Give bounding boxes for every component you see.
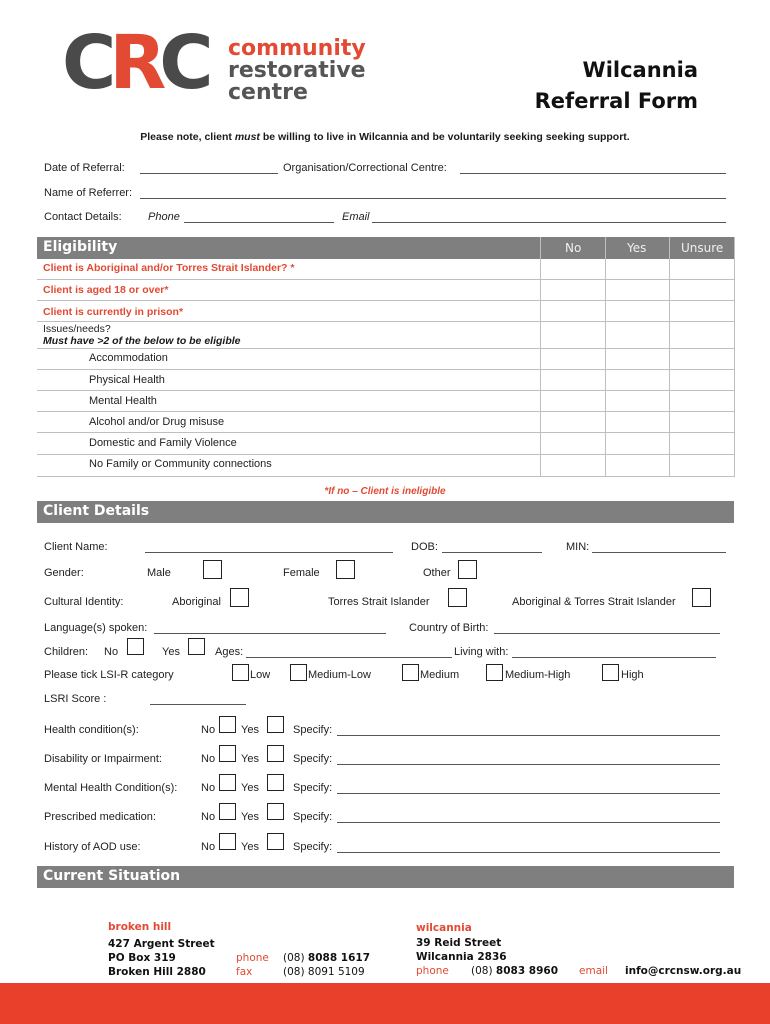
logo-word-community: community xyxy=(228,36,366,61)
aod-history-specify-field[interactable] xyxy=(337,852,720,853)
broken-hill-phone: (08) 8088 1617 xyxy=(283,952,371,964)
living-with-field[interactable] xyxy=(512,657,716,658)
eligibility-header xyxy=(37,237,734,259)
disability-yes-label: Yes xyxy=(241,753,259,765)
name-of-referrer-field[interactable] xyxy=(140,198,726,199)
health-condition-yes-checkbox[interactable] xyxy=(267,716,284,733)
lsir-low-checkbox[interactable] xyxy=(232,664,249,681)
medication-specify-label: Specify: xyxy=(293,811,333,823)
aod-history-yes-label: Yes xyxy=(241,841,259,853)
broken-hill-phone-label: phone xyxy=(236,952,269,964)
phone-field[interactable] xyxy=(184,222,334,223)
issue-mental-health: Mental Health xyxy=(89,395,157,407)
cultural-identity-label: Cultural Identity: xyxy=(44,596,124,608)
cultural-both-label: Aboriginal & Torres Strait Islander xyxy=(512,596,676,608)
table-row[interactable] xyxy=(37,391,734,412)
aod-history-yes-checkbox[interactable] xyxy=(267,833,284,850)
contact-details-label: Contact Details: xyxy=(44,211,122,223)
cultural-aboriginal-checkbox[interactable] xyxy=(230,588,249,607)
form-title: Referral Form xyxy=(534,89,698,113)
disability-specify-label: Specify: xyxy=(293,753,333,765)
date-of-referral-label: Date of Referral: xyxy=(44,162,125,174)
broken-hill-fax-label: fax xyxy=(236,966,253,978)
medication-yes-checkbox[interactable] xyxy=(267,803,284,820)
country-of-birth-label: Country of Birth: xyxy=(409,622,489,634)
children-no-checkbox[interactable] xyxy=(127,638,144,655)
issue-physical-health: Physical Health xyxy=(89,374,165,386)
gender-label: Gender: xyxy=(44,567,84,579)
health-condition-no-label: No xyxy=(201,724,216,736)
wilcannia-street: 39 Reid Street xyxy=(416,937,502,949)
mental-health-specify-field[interactable] xyxy=(337,793,720,794)
language-field[interactable] xyxy=(154,633,386,634)
lsir-high-label: High xyxy=(621,669,644,681)
mental-health-no-label: No xyxy=(201,782,216,794)
lsir-category-label: Please tick LSI-R category xyxy=(44,669,174,681)
cultural-tsi-label: Torres Strait Islander xyxy=(328,596,430,608)
date-of-referral-field[interactable] xyxy=(140,173,278,174)
mental-health-specify-label: Specify: xyxy=(293,782,333,794)
broken-hill-po-box: PO Box 319 xyxy=(108,952,176,964)
table-row[interactable] xyxy=(37,370,734,391)
children-yes-checkbox[interactable] xyxy=(188,638,205,655)
lsir-medium-high-checkbox[interactable] xyxy=(486,664,503,681)
lsir-medium-low-checkbox[interactable] xyxy=(290,664,307,681)
cultural-both-checkbox[interactable] xyxy=(692,588,711,607)
cultural-aboriginal-label: Aboriginal xyxy=(172,596,221,608)
ineligible-footnote: *If no – Client is ineligible xyxy=(324,486,446,497)
broken-hill-street: 427 Argent Street xyxy=(108,938,215,950)
criterion-in-prison: Client is currently in prison* xyxy=(43,306,184,318)
lsir-medium-label: Medium xyxy=(420,669,460,681)
client-details-heading: Client Details xyxy=(43,503,150,519)
health-condition-specify-field[interactable] xyxy=(337,735,720,736)
health-condition-no-checkbox[interactable] xyxy=(219,716,236,733)
cultural-tsi-checkbox[interactable] xyxy=(448,588,467,607)
disability-no-label: No xyxy=(201,753,216,765)
lsri-score-label: LSRI Score : xyxy=(44,693,107,705)
wilcannia-heading: wilcannia xyxy=(416,922,472,934)
column-divider-end xyxy=(734,237,735,477)
client-name-label: Client Name: xyxy=(44,541,108,553)
wilcannia-postcode: Wilcannia 2836 xyxy=(416,951,507,963)
organisation-label: Organisation/Correctional Centre: xyxy=(283,162,447,174)
mental-health-no-checkbox[interactable] xyxy=(219,774,236,791)
column-no: No xyxy=(565,241,582,255)
gender-male-checkbox[interactable] xyxy=(203,560,222,579)
phone-label: Phone xyxy=(148,211,180,223)
issue-dfv: Domestic and Family Violence xyxy=(89,437,237,449)
medication-yes-label: Yes xyxy=(241,811,259,823)
gender-female-checkbox[interactable] xyxy=(336,560,355,579)
aod-history-no-label: No xyxy=(201,841,216,853)
country-of-birth-field[interactable] xyxy=(494,633,720,634)
language-label: Language(s) spoken: xyxy=(44,622,148,634)
ages-field[interactable] xyxy=(246,657,452,658)
lsir-high-checkbox[interactable] xyxy=(602,664,619,681)
children-yes-label: Yes xyxy=(162,646,180,658)
wilcannia-phone-label: phone xyxy=(416,965,449,977)
disability-no-checkbox[interactable] xyxy=(219,745,236,762)
aod-history-no-checkbox[interactable] xyxy=(219,833,236,850)
current-situation-header xyxy=(37,866,734,888)
email-label: Email xyxy=(342,211,370,223)
mental-health-yes-label: Yes xyxy=(241,782,259,794)
children-no-label: No xyxy=(104,646,119,658)
email-address[interactable]: info@crcnsw.org.au xyxy=(625,965,742,977)
issues-label: Issues/needs? xyxy=(43,323,111,335)
dob-label: DOB: xyxy=(411,541,438,553)
logo-word-restorative: restorative xyxy=(228,58,366,83)
table-row[interactable] xyxy=(37,349,734,370)
name-of-referrer-label: Name of Referrer: xyxy=(44,187,133,199)
broken-hill-postcode: Broken Hill 2880 xyxy=(108,966,206,978)
logo-word-centre: centre xyxy=(228,80,308,105)
column-unsure: Unsure xyxy=(681,241,724,255)
column-yes: Yes xyxy=(627,241,647,255)
eligibility-note: Please note, client must be willing to live in Wilcannia and be voluntarily seeking seeking support. xyxy=(140,131,630,143)
min-label: MIN: xyxy=(566,541,590,553)
gender-male-label: Male xyxy=(147,567,171,579)
email-label-footer: email xyxy=(579,965,608,977)
footer-band xyxy=(0,983,770,1024)
criterion-aboriginal: Client is Aboriginal and/or Torres Strait Islander? * xyxy=(43,262,295,274)
aod-history-specify-label: Specify: xyxy=(293,841,333,853)
mental-health-label: Mental Health Condition(s): xyxy=(44,782,178,794)
mental-health-yes-checkbox[interactable] xyxy=(267,774,284,791)
gender-other-label: Other xyxy=(423,567,451,579)
aod-history-label: History of AOD use: xyxy=(44,841,141,853)
organisation-field[interactable] xyxy=(460,173,726,174)
issue-no-family: No Family or Community connections xyxy=(89,458,272,470)
table-row xyxy=(37,322,734,349)
health-condition-specify-label: Specify: xyxy=(293,724,333,736)
eligibility-heading: Eligibility xyxy=(43,239,118,255)
logo-letter-r: R xyxy=(109,20,160,106)
medication-specify-field[interactable] xyxy=(337,822,720,823)
lsir-medium-high-label: Medium-High xyxy=(505,669,571,681)
table-row[interactable] xyxy=(37,259,734,280)
ages-label: Ages: xyxy=(215,646,244,658)
living-with-label: Living with: xyxy=(454,646,509,658)
issues-note: Must have >2 of the below to be eligible xyxy=(43,335,241,347)
lsir-medium-low-label: Medium-Low xyxy=(308,669,371,681)
table-row[interactable] xyxy=(37,280,734,301)
email-field[interactable] xyxy=(372,222,726,223)
wilcannia-phone: (08) 8083 8960 xyxy=(471,965,559,977)
gender-female-label: Female xyxy=(283,567,320,579)
lsir-medium-checkbox[interactable] xyxy=(402,664,419,681)
criterion-age: Client is aged 18 or over* xyxy=(43,284,169,296)
dob-field[interactable] xyxy=(442,552,542,553)
lsir-low-label: Low xyxy=(250,669,271,681)
lsri-score-field[interactable] xyxy=(150,704,246,705)
client-details-header xyxy=(37,501,734,523)
medication-label: Prescribed medication: xyxy=(44,811,156,823)
gender-other-checkbox[interactable] xyxy=(458,560,477,579)
min-field[interactable] xyxy=(592,552,726,553)
health-condition-yes-label: Yes xyxy=(241,724,259,736)
medication-no-label: No xyxy=(201,811,216,823)
table-row[interactable] xyxy=(37,301,734,322)
client-name-field[interactable] xyxy=(145,552,393,553)
health-condition-label: Health condition(s): xyxy=(44,724,139,736)
disability-yes-checkbox[interactable] xyxy=(267,745,284,762)
disability-specify-field[interactable] xyxy=(337,764,720,765)
logo-letter-c2: C xyxy=(159,20,207,106)
disability-label: Disability or Impairment: xyxy=(44,753,162,765)
form-title-location: Wilcannia xyxy=(582,58,698,82)
current-situation-heading: Current Situation xyxy=(43,868,181,884)
broken-hill-heading: broken hill xyxy=(108,921,172,933)
crc-logo-letters xyxy=(62,20,207,106)
logo-letter-c: C xyxy=(62,20,110,106)
broken-hill-fax: (08) 8091 5109 xyxy=(283,966,365,978)
table-row[interactable] xyxy=(37,455,734,477)
table-row[interactable] xyxy=(37,412,734,433)
medication-no-checkbox[interactable] xyxy=(219,803,236,820)
issue-accommodation: Accommodation xyxy=(89,352,168,364)
children-label: Children: xyxy=(44,646,89,658)
issue-aod: Alcohol and/or Drug misuse xyxy=(89,416,225,428)
table-row[interactable] xyxy=(37,433,734,455)
